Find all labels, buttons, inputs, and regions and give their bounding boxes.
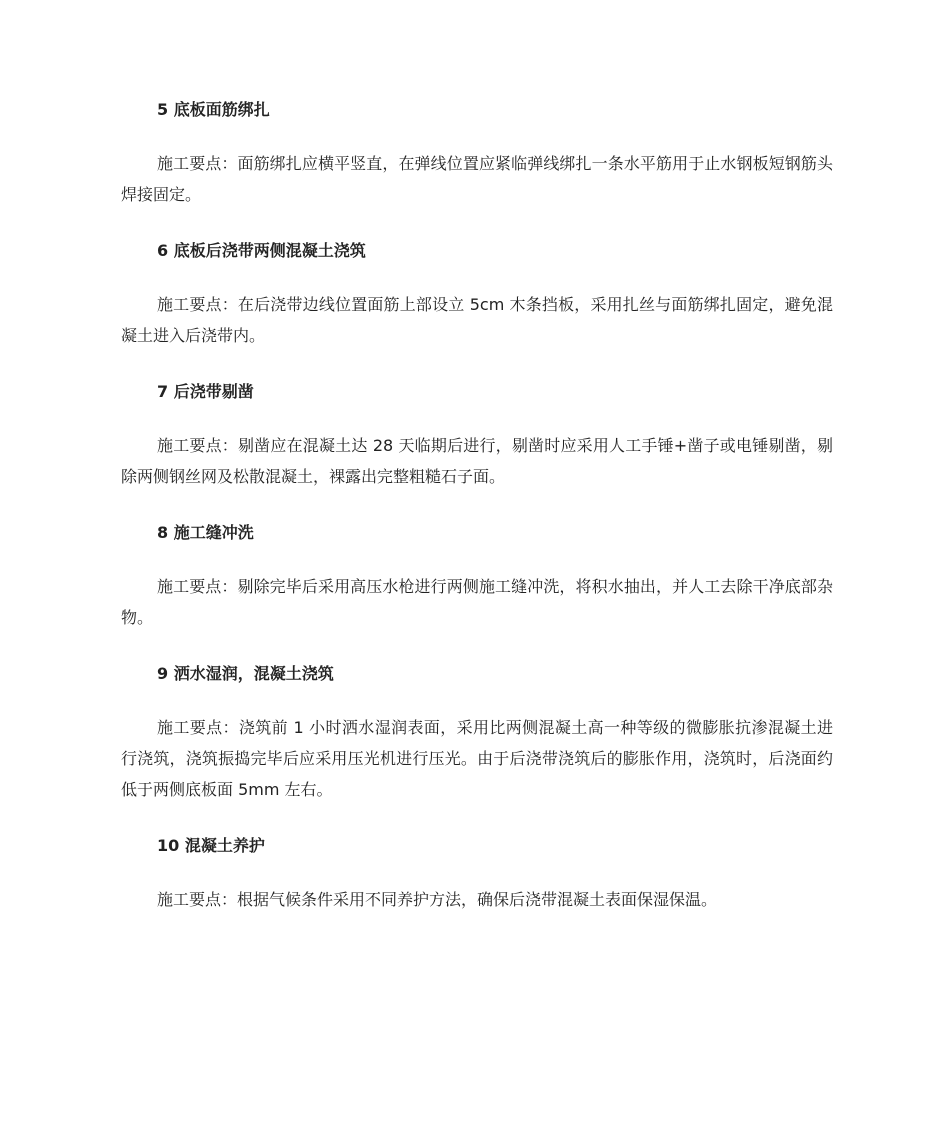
section-heading: 10 混凝土养护 [157,836,265,855]
section-body: 施工要点：剔凿应在混凝土达 28 天临期后进行，剔凿时应采用人工手锤+凿子或电锤剔凿，剔除两侧钢丝网及松散混凝土，裸露出完整粗糙石子面。 [121,436,833,486]
section-9 [121,660,833,805]
section-body: 施工要点：根据气候条件采用不同养护方法，确保后浇带混凝土表面保湿保温。 [157,890,718,909]
section-8 [121,519,833,633]
section-heading: 9 洒水湿润，混凝土浇筑 [157,664,334,683]
section-heading: 6 底板后浇带两侧混凝土浇筑 [157,241,366,260]
spacer [121,351,833,378]
section-body: 施工要点：在后浇带边线位置面筋上部设立 5cm 木条挡板，采用扎丝与面筋绑扎固定，避免混凝土进入后浇带内。 [121,295,833,345]
section-heading: 5 底板面筋绑扎 [157,100,270,119]
spacer [121,492,833,519]
section-5 [121,96,833,210]
document-content [121,96,833,915]
section-heading: 8 施工缝冲洗 [157,523,254,542]
section-10 [121,832,833,915]
section-heading: 7 后浇带剔凿 [157,382,254,401]
spacer [121,210,833,237]
spacer [121,805,833,832]
section-body: 施工要点：剔除完毕后采用高压水枪进行两侧施工缝冲洗，将积水抽出，并人工去除干净底部杂物。 [121,577,833,627]
section-body: 施工要点：浇筑前 1 小时洒水湿润表面，采用比两侧混凝土高一种等级的微膨胀抗渗混凝土进行浇筑，浇筑振捣完毕后应采用压光机进行压光。由于后浇带浇筑后的膨胀作用，浇筑时，后浇面约低于两侧底板面 5mm 左右。 [121,718,833,799]
section-body: 施工要点：面筋绑扎应横平竖直，在弹线位置应紧临弹线绑扎一条水平筋用于止水钢板短钢筋头焊接固定。 [121,154,833,204]
spacer [121,633,833,660]
section-7 [121,378,833,492]
section-6 [121,237,833,351]
